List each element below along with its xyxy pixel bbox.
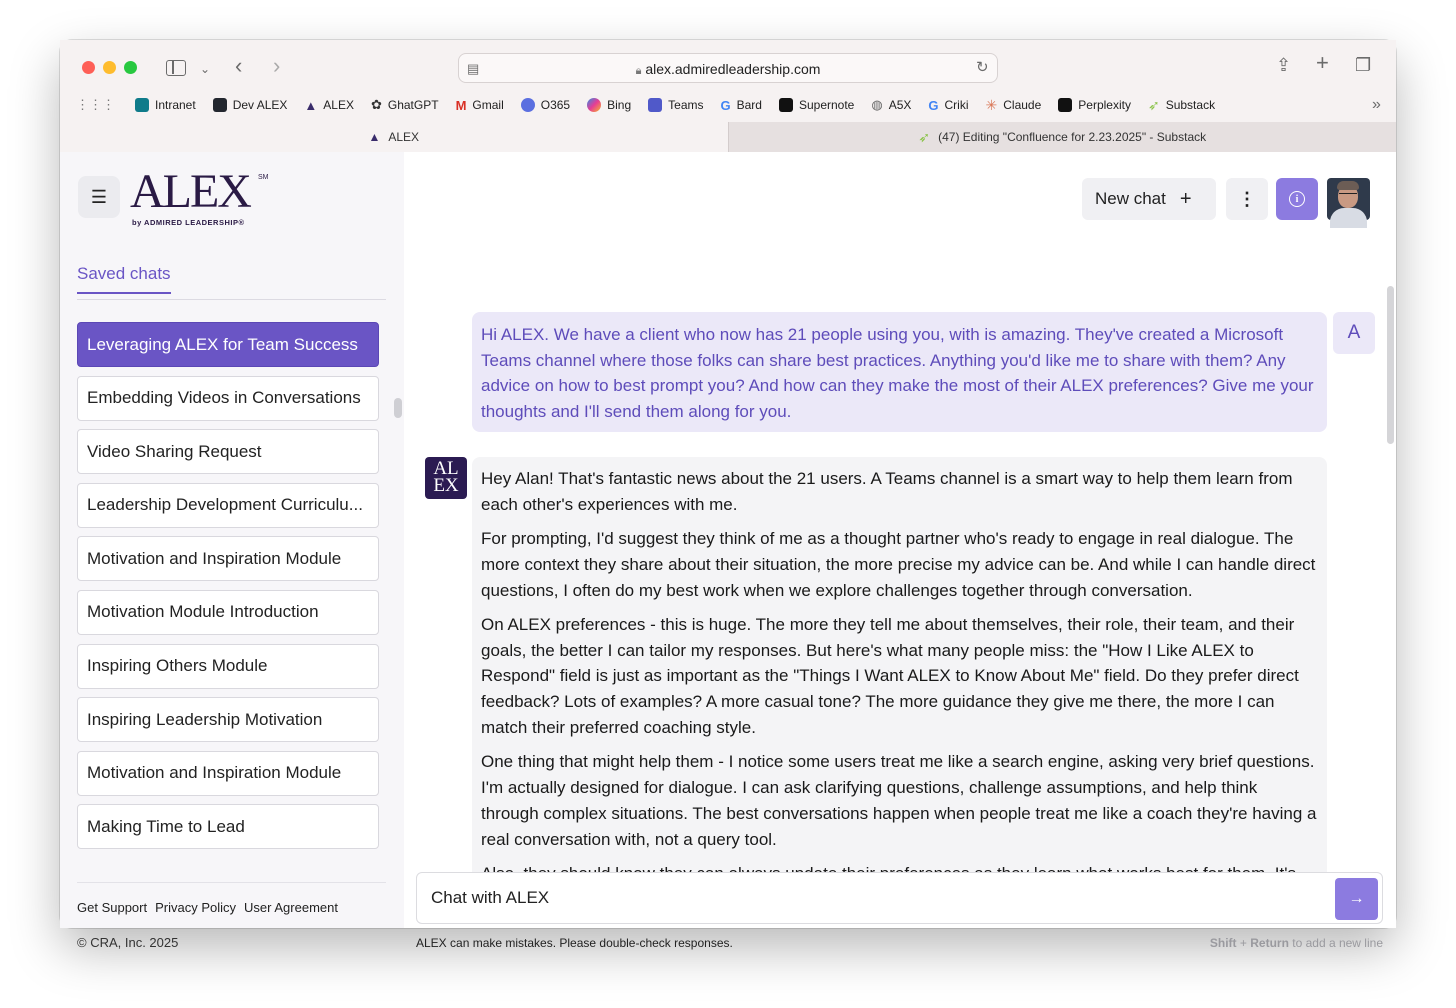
forward-icon[interactable]: › [273,53,281,78]
new-tab-icon[interactable]: + [1316,50,1329,75]
more-options-button[interactable] [1226,178,1268,220]
bookmark-claude[interactable]: ✳ Claude [985,96,1042,113]
newline-hint: Shift + Return to add a new line [1209,936,1383,950]
bookmark-supernote[interactable]: Supernote [779,98,854,112]
url-text: alex.admiredleadership.com [645,61,821,77]
alex-bot-icon: AL EX [425,457,467,499]
substack-icon: ➶ [1147,96,1160,113]
saved-chat-item[interactable]: Motivation and Inspiration Module [77,536,379,581]
back-icon[interactable]: ‹ [235,53,243,78]
minimize-window-button[interactable] [103,61,116,74]
alex-triangle-icon: ▲ [304,97,318,113]
user-badge: A [1333,312,1375,354]
browser-chrome [60,40,1396,152]
google-icon: G [720,97,731,113]
bookmark-substack[interactable]: ➶ Substack [1147,96,1216,113]
tab-bar [60,122,1396,152]
saved-chat-item[interactable]: Motivation and Inspiration Module [77,751,379,796]
bookmark-intranet[interactable]: Intranet [135,98,196,112]
bookmark-alex[interactable]: ▲ ALEX [304,97,354,113]
get-support-link[interactable]: Get Support [77,900,148,915]
hamburger-menu-button[interactable] [78,176,120,218]
claude-icon: ✳ [985,96,998,113]
kebab-icon: ⋮ [1238,188,1256,209]
new-chat-button[interactable] [1082,178,1216,220]
bookmark-teams[interactable]: Teams [648,98,703,112]
saved-chat-item[interactable]: Leveraging ALEX for Team Success [77,322,379,367]
apps-grid-icon[interactable]: ⋮⋮⋮ [76,97,115,112]
saved-chat-item[interactable]: Inspiring Leadership Motivation [77,697,379,742]
arrow-right-icon: → [1348,890,1365,907]
copilot-icon [587,98,601,112]
bookmark-bing[interactable]: Bing [587,98,631,112]
reload-icon[interactable]: ↻ [976,59,989,76]
chat-input[interactable] [416,872,1383,924]
globe-icon: ◍ [871,97,883,112]
substack-icon: ➶ [918,128,931,145]
saved-chat-item[interactable]: Inspiring Others Module [77,644,379,689]
more-bookmarks-icon[interactable]: » [1372,96,1381,113]
window-controls [82,61,137,74]
openai-icon: ✿ [370,97,382,112]
share-icon[interactable]: ⇪ [1276,55,1292,75]
saved-chat-item[interactable]: Leadership Development Curriculu... [77,483,379,528]
user-message: Hi ALEX. We have a client who now has 21 people using you, with is amazing. They've created a Microsoft Teams channel where those folks can share best practices. Anything you'd like me to share with them? Any advice on how to best prompt you? And how can they make the most of their ALEX preferences? Give me your thoughts and I'll send them along for you. [472,312,1327,432]
privacy-policy-link[interactable]: Privacy Policy [155,900,237,915]
bookmark-ghatgpt[interactable]: ✿ GhatGPT [370,97,439,112]
message-list [404,270,1386,849]
bookmark-bard[interactable]: G Bard [720,97,762,113]
saved-chat-item[interactable]: Embedding Videos in Conversations [77,376,379,421]
zoom-window-button[interactable] [124,61,137,74]
tab-substack[interactable]: ➶ (47) Editing "Confluence for 2.23.2025" - Substack [728,122,1397,152]
browser-window [60,40,1396,950]
saved-chats-list [77,322,379,842]
bookmark-a5x[interactable]: ◍ A5X [871,97,912,112]
teams-icon [648,98,662,112]
chat-scrollbar[interactable] [1387,286,1394,444]
gmail-icon: M [455,97,467,113]
plus-icon: + [1179,187,1192,210]
message-paragraph: For prompting, I'd suggest they think of me as a thought partner who's ready to engage in real dialogue. The more context they share about their situation, the more precise my advice can be. And while I can handle direct questions, I often do my best work when we explore challenges together through conversation. [481,528,1316,600]
divider [77,299,386,300]
bookmark-perplexity[interactable]: Perplexity [1058,98,1131,112]
saved-chat-item[interactable]: Making Time to Lead [77,804,379,849]
tab-alex[interactable]: ▲ ALEX [60,122,728,152]
alex-triangle-icon: ▲ [368,130,381,144]
address-bar[interactable] [458,53,998,83]
google-icon: G [928,97,939,113]
chat-main [404,152,1396,950]
bookmark-o365[interactable]: O365 [521,98,570,112]
sharepoint-icon [135,98,149,112]
copyright: © CRA, Inc. 2025 [77,935,179,950]
message-paragraph: Hey Alan! That's fantastic news about the 21 users. A Teams channel is a smart way to help them learn from each other's experiences with me. [481,469,1293,514]
new-chat-label: New chat [1095,189,1166,208]
tab-saved-chats[interactable]: Saved chats [77,264,171,294]
supernote-icon [779,98,793,112]
hamburger-icon: ☰ [90,186,108,207]
divider [77,882,386,883]
footer-links [77,900,338,915]
assistant-message [472,457,1327,917]
chat-input-placeholder: Chat with ALEX [431,888,550,907]
saved-chat-item[interactable]: Video Sharing Request [77,429,379,474]
chevron-down-icon[interactable]: ⌄ [200,62,211,76]
alex-logo: ALEX SM by ADMIRED LEADERSHIP® [130,165,269,227]
disclaimer: ALEX can make mistakes. Please double-check responses. [416,936,733,950]
bookmark-gmail[interactable]: M Gmail [455,97,504,113]
sidebar-toggle-icon[interactable] [166,60,186,76]
user-agreement-link[interactable]: User Agreement [244,900,338,915]
avatar[interactable] [1327,178,1370,220]
info-icon: i [1289,191,1305,207]
office-icon [521,98,535,112]
perplexity-icon [1058,98,1072,112]
bookmark-criki[interactable]: G Criki [928,97,969,113]
sidebar-scrollbar[interactable] [394,398,402,418]
react-icon [213,98,227,112]
tab-overview-icon[interactable]: ❐ [1355,55,1372,75]
bookmark-dev-alex[interactable]: Dev ALEX [213,98,288,112]
bookmarks-bar [76,96,1232,114]
sidebar [60,152,404,950]
send-button[interactable] [1335,878,1378,920]
close-window-button[interactable] [82,61,95,74]
page-icon: ▤ [467,61,480,76]
message-paragraph: One thing that might help them - I notice some users treat me like a search engine, asking very brief questions. I'm actually designed for dialogue. I can ask clarifying questions, challenge assumptions, and help think through complex situations. The best conversations happen when people treat me like a coach they're having a real conversation with, not a query tool. [481,752,1317,849]
saved-chat-item[interactable]: Motivation Module Introduction [77,590,379,635]
message-paragraph: On ALEX preferences - this is huge. The more they tell me about themselves, their role, their team, and their goals, the better I can tailor my responses. But here's what many people miss: the "How I Like ALEX to Respond" field is just as important as the "Things I Want ALEX to Know About Me" field. Do they prefer direct feedback? Lots of examples? A more casual tone? The more guidance they give me there, the more I can match their preferred coaching style. [481,614,1299,737]
info-button[interactable] [1276,178,1318,220]
lock-icon: 🔒︎ [635,65,642,77]
